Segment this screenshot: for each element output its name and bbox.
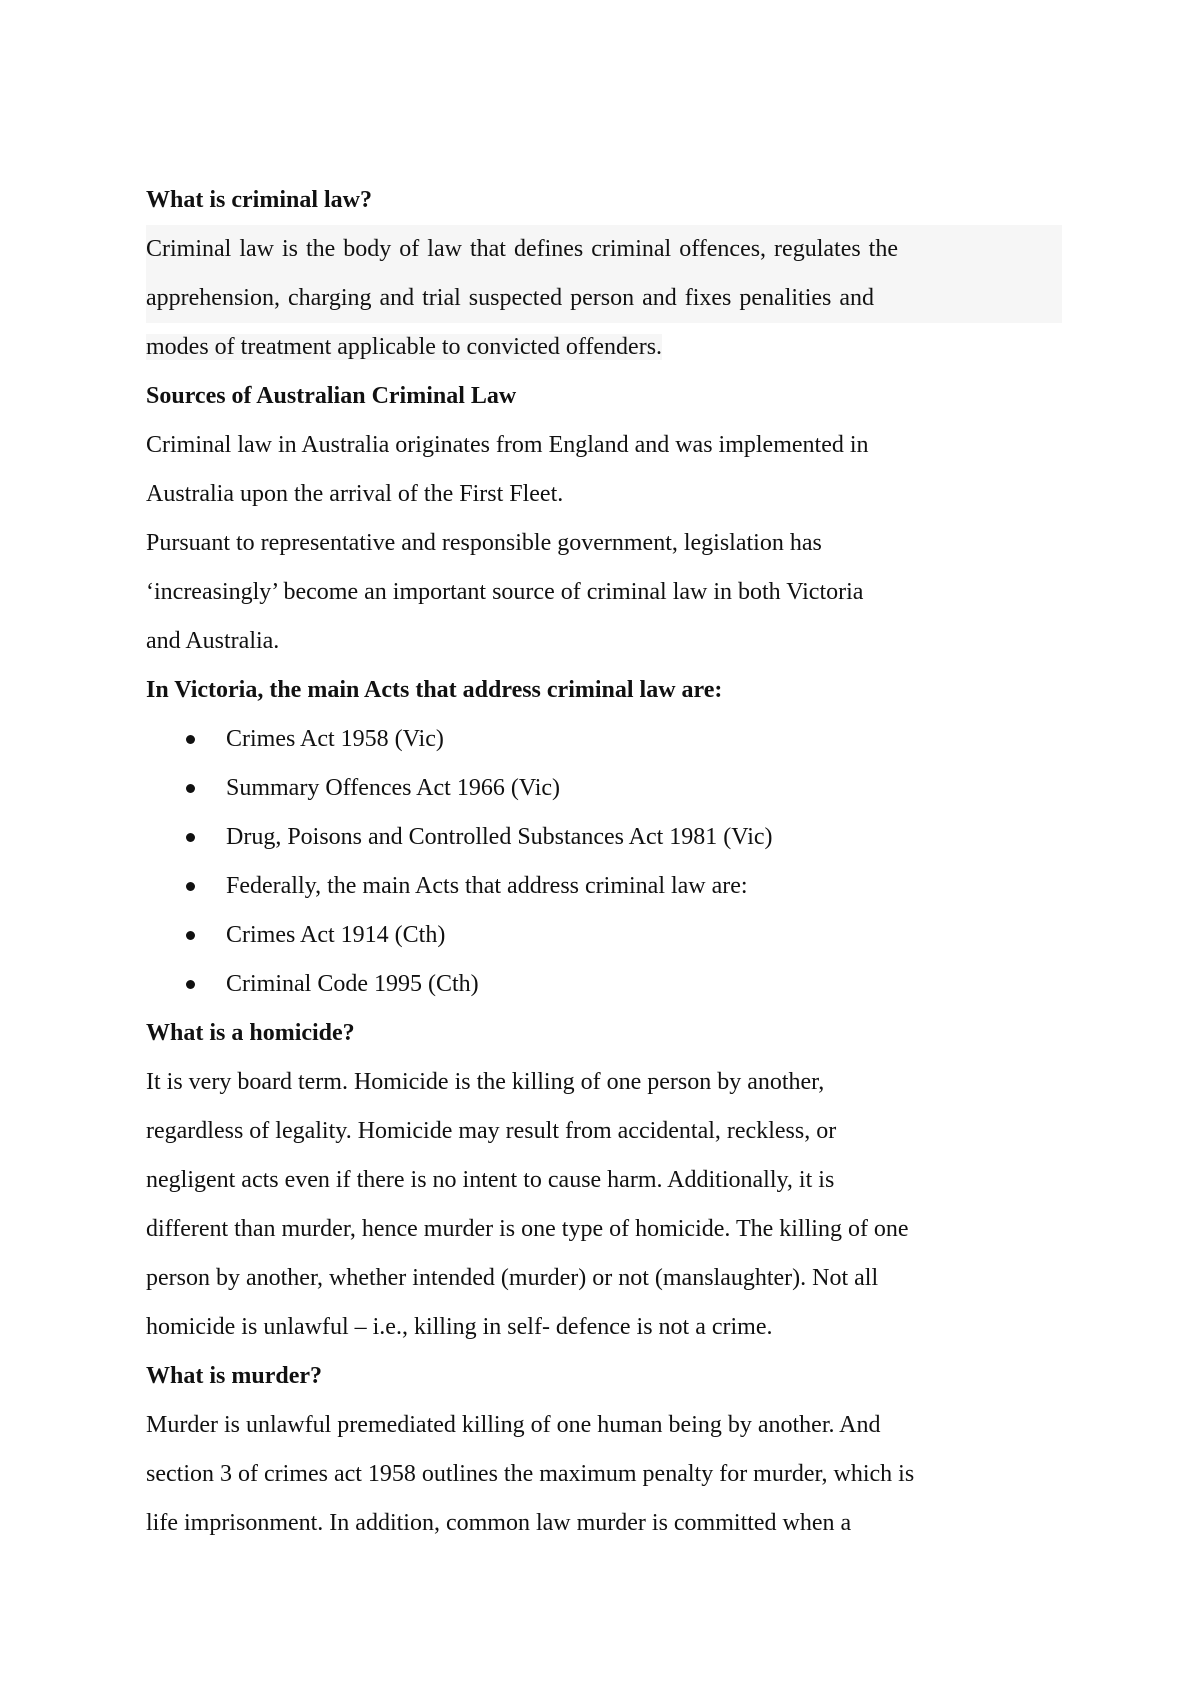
acts-list <box>146 715 1062 1009</box>
murder-line-2: section 3 of crimes act 1958 outlines the maximum penalty for murder, which is <box>146 1461 915 1487</box>
list-item <box>146 715 1062 764</box>
homicide-line-4: different than murder, hence murder is one type of homicide. The killing of one <box>146 1216 909 1242</box>
homicide-line-5: person by another, whether intended (murder) or not (manslaughter). Not all <box>146 1265 879 1291</box>
bullet-icon <box>186 833 195 842</box>
list-item-text: Crimes Act 1914 (Cth) <box>226 922 446 948</box>
bullet-icon <box>186 882 195 891</box>
list-item <box>146 862 1062 911</box>
list-item <box>146 764 1062 813</box>
criminal-law-line-2: apprehension, charging and trial suspected person and fixes penalities and <box>146 274 1062 323</box>
list-item <box>146 911 1062 960</box>
list-item-text: Criminal Code 1995 (Cth) <box>226 971 479 997</box>
criminal-law-line-1: Criminal law is the body of law that defines criminal offences, regulates the <box>146 225 1062 274</box>
heading-homicide: What is a homicide? <box>146 1020 355 1046</box>
homicide-line-1: It is very board term. Homicide is the killing of one person by another, <box>146 1069 825 1095</box>
bullet-icon <box>186 784 195 793</box>
list-item-text: Drug, Poisons and Controlled Substances Act 1981 (Vic) <box>226 824 773 850</box>
sources-line-5: and Australia. <box>146 628 280 654</box>
homicide-line-3: negligent acts even if there is no intent to cause harm. Additionally, it is <box>146 1167 835 1193</box>
heading-criminal-law: What is criminal law? <box>146 187 372 213</box>
sources-line-2: Australia upon the arrival of the First Fleet. <box>146 481 564 507</box>
heading-victoria-acts: In Victoria, the main Acts that address criminal law are: <box>146 677 723 703</box>
bullet-icon <box>186 735 195 744</box>
bullet-icon <box>186 980 195 989</box>
list-item <box>146 813 1062 862</box>
homicide-line-2: regardless of legality. Homicide may result from accidental, reckless, or <box>146 1118 837 1144</box>
heading-sources: Sources of Australian Criminal Law <box>146 383 517 409</box>
document-page <box>146 176 1062 1548</box>
criminal-law-line-3-text: modes of treatment applicable to convicted offenders. <box>146 334 663 360</box>
homicide-line-6: homicide is unlawful – i.e., killing in self- defence is not a crime. <box>146 1314 773 1340</box>
murder-line-3: life imprisonment. In addition, common law murder is committed when a <box>146 1510 852 1536</box>
murder-line-1: Murder is unlawful premediated killing of one human being by another. And <box>146 1412 881 1438</box>
criminal-law-line-3 <box>146 323 1062 372</box>
sources-line-3: Pursuant to representative and responsible government, legislation has <box>146 530 822 556</box>
heading-murder: What is murder? <box>146 1363 322 1389</box>
sources-line-4: ‘increasingly’ become an important source of criminal law in both Victoria <box>146 579 864 605</box>
sources-line-1: Criminal law in Australia originates from England and was implemented in <box>146 432 869 458</box>
bullet-icon <box>186 931 195 940</box>
list-item-text: Federally, the main Acts that address criminal law are: <box>226 873 748 899</box>
list-item <box>146 960 1062 1009</box>
list-item-text: Summary Offences Act 1966 (Vic) <box>226 775 561 801</box>
list-item-text: Crimes Act 1958 (Vic) <box>226 726 444 752</box>
